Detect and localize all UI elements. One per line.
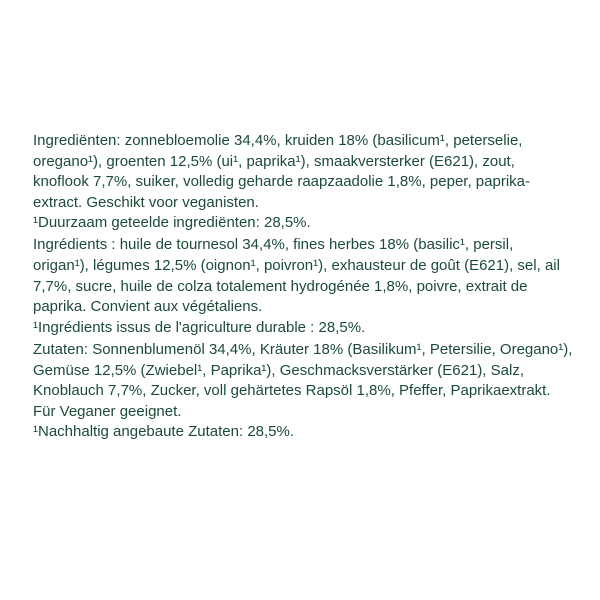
ingredients-text-german: Zutaten: Sonnenblumenöl 34,4%, Kräuter 18% (Basilikum¹, Petersilie, Oregano¹), Gemüse 12,5% (Zwiebel¹, Paprika¹), Geschmacksverstärker (E621), Salz, Knoblauch 7,7%, Zucker, voll gehärtetes Rapsöl 1,8%, Pfeffer, Paprikaextrakt. Für Veganer geeignet. bbox=[33, 340, 573, 420]
ingredients-label bbox=[33, 131, 573, 444]
ingredients-section-german bbox=[33, 340, 573, 443]
footnote-dutch: ¹Duurzaam geteelde ingrediënten: 28,5%. bbox=[33, 214, 311, 232]
ingredients-text-dutch: Ingrediënten: zonnebloemolie 34,4%, kruiden 18% (basilicum¹, peterselie, oregano¹), groenten 12,5% (ui¹, paprika¹), smaakversterker (E621), zout, knoflook 7,7%, suiker, volledig geharde raapzaadolie 1,8%, peper, paprika-extract. Geschikt voor veganisten. bbox=[33, 132, 530, 211]
ingredients-section-dutch bbox=[33, 131, 573, 234]
footnote-german: ¹Nachhaltig angebaute Zutaten: 28,5%. bbox=[33, 423, 295, 441]
footnote-french: ¹Ingrédients issus de l'agriculture durable : 28,5%. bbox=[33, 318, 366, 336]
ingredients-text-french: Ingrédients : huile de tournesol 34,4%, fines herbes 18% (basilic¹, persil, origan¹), légumes 12,5% (oignon¹, poivron¹), exhausteur de goût (E621), sel, ail 7,7%, sucre, huile de colza totalement hydrogénée 1,8%, poivre, extrait de paprika. Convient aux végétaliens. bbox=[33, 236, 560, 316]
ingredients-section-french bbox=[33, 235, 573, 338]
